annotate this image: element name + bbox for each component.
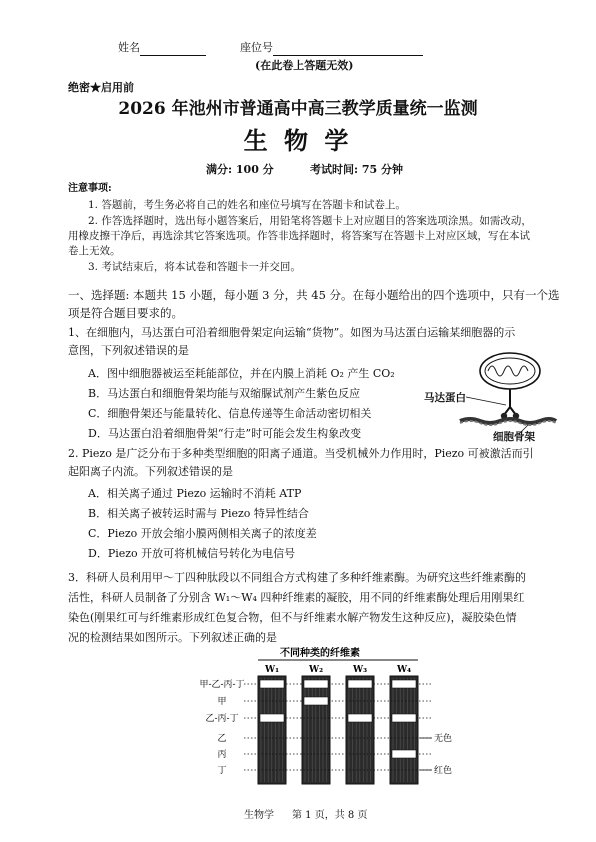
gel-row-label: 乙-丙-丁: [205, 714, 239, 724]
gel-band-colorless: [304, 680, 328, 688]
footer-subject: 生物学: [244, 810, 274, 821]
notice-item: 用橡皮擦干净后，再选涂其它答案选项。作答非选择题时，将答案写在答题卡上对应区域，写在本试: [68, 230, 530, 242]
footer-page: 第 1 页，共 8 页: [292, 810, 368, 821]
notice-item: 1. 答题前，考生务必将自己的姓名和座位号填写在答题卡和试卷上。: [88, 199, 406, 211]
gel-row-label: 丙: [217, 750, 227, 760]
notice-item: 2. 作答选择题时，选出每小题答案后，用铅笔将答题卡上对应题目的答案选项涂黑。如需改动，: [88, 215, 532, 227]
legend-red: 红色: [434, 766, 453, 776]
seat-blank: [273, 43, 423, 56]
q1-option-d: D．马达蛋白沿着细胞骨架“行走”时可能会发生构象改变: [88, 427, 362, 440]
q1-stem: 1、在细胞内，马达蛋白可沿着细胞骨架定向运输“货物”。如图为马达蛋白运输某细胞器的示: [68, 326, 516, 339]
notice-heading: 注意事项:: [68, 183, 112, 194]
full-score: 满分: 100 分: [206, 163, 274, 176]
exam-title: 2026 年池州市普通高中高三教学质量统一监测: [118, 99, 478, 119]
name-blank: [140, 43, 206, 56]
q2-stem-cont: 起阳离子内流。下列叙述错误的是: [68, 465, 233, 478]
q2-option-d: D．Piezo 开放可将机械信号转化为电信号: [88, 547, 296, 560]
q2-option-b: B．相关离子被转运时需与 Piezo 特异性结合: [88, 507, 309, 520]
gel-band-colorless: [348, 714, 372, 722]
gel-band-colorless: [392, 680, 416, 688]
subject-title: 生 物 学: [243, 126, 353, 155]
secret-mark: 绝密★启用前: [68, 81, 134, 94]
gel-row-label: 甲: [217, 697, 227, 707]
section-heading-cont: 项是符合题目要求的。: [68, 306, 183, 320]
motor-protein-icon: [501, 389, 519, 419]
seat-label: 座位号: [240, 41, 273, 54]
q1-option-b: B．马达蛋白和细胞骨架均能与双缩脲试剂产生紫色反应: [88, 387, 361, 400]
q1-option-a: A．图中细胞器被运至耗能部位，并在内膜上消耗 O₂ 产生 CO₂: [88, 367, 395, 380]
cytoskeleton-icon: [460, 419, 556, 425]
exam-time: 考试时间: 75 分钟: [310, 163, 404, 176]
gel-band-colorless: [392, 750, 416, 758]
seat-field: [240, 40, 423, 56]
name-field: [118, 40, 206, 56]
gel-column-label: W₄: [396, 665, 412, 675]
q3-stem-cont: 况的检测结果如图所示。下列叙述正确的是: [68, 631, 277, 644]
gel-row-label: 乙: [217, 734, 227, 744]
q1-stem-cont: 意图，下列叙述错误的是: [68, 344, 189, 357]
invalid-note: (在此卷上答题无效): [255, 59, 354, 72]
gel-column-label: W₁: [264, 665, 280, 675]
q2-option-c: C．Piezo 开放会缩小膜两侧相关离子的浓度差: [88, 527, 317, 540]
gel-band-colorless: [348, 680, 372, 688]
q1-option-c: C．细胞骨架还与能量转化、信息传递等生命活动密切相关: [88, 407, 372, 420]
q2-option-a: A．相关离子通过 Piezo 运输时不消耗 ATP: [88, 487, 302, 500]
q3-stem: 3．科研人员利用甲～丁四种肽段以不同组合方式构建了多种纤维素酶。为研究这些纤维素酶的: [68, 571, 526, 584]
q3-stem-cont: 染色(刚果红可与纤维素形成红色复合物，但不与纤维素水解产物发生这种反应)，凝胶染色情: [68, 611, 517, 624]
q3-stem-cont: 活性，科研人员制备了分别含 W₁～W₄ 四种纤维素的凝胶，用不同的纤维素酶处理后用刚果红: [68, 591, 525, 604]
gel-row-label: 甲-乙-丙-丁: [199, 680, 245, 690]
notice-item: 3. 考试结束后，将本试卷和答题卡一并交回。: [88, 261, 301, 273]
notice-item: 卷上无效。: [68, 245, 121, 257]
name-label: 姓名: [118, 41, 140, 54]
section-heading: 一、选择题: 本题共 15 小题，每小题 3 分，共 45 分。在每小题给出的四个选项中，只有一个选: [68, 288, 560, 302]
q2-stem: 2. Piezo 是广泛分布于多种类型细胞的阳离子通道。当受机械外力作用时，Piezo 可被激活而引: [68, 447, 534, 460]
motor-protein-label: 马达蛋白: [424, 392, 466, 404]
gel-band-colorless: [260, 714, 284, 722]
mitochondrion-icon: [480, 353, 540, 389]
legend-colorless: 无色: [434, 734, 453, 744]
gel-band-colorless: [392, 714, 416, 722]
gel-band-colorless: [260, 680, 284, 688]
gel-column-label: W₃: [352, 665, 368, 675]
gel-figure: [170, 646, 470, 796]
gel-band-colorless: [304, 697, 328, 705]
gel-title: 不同种类的纤维素: [280, 648, 360, 659]
gel-column-label: W₂: [308, 665, 324, 675]
gel-row-label: 丁: [217, 766, 227, 776]
cytoskeleton-label: 细胞骨架: [493, 431, 535, 443]
